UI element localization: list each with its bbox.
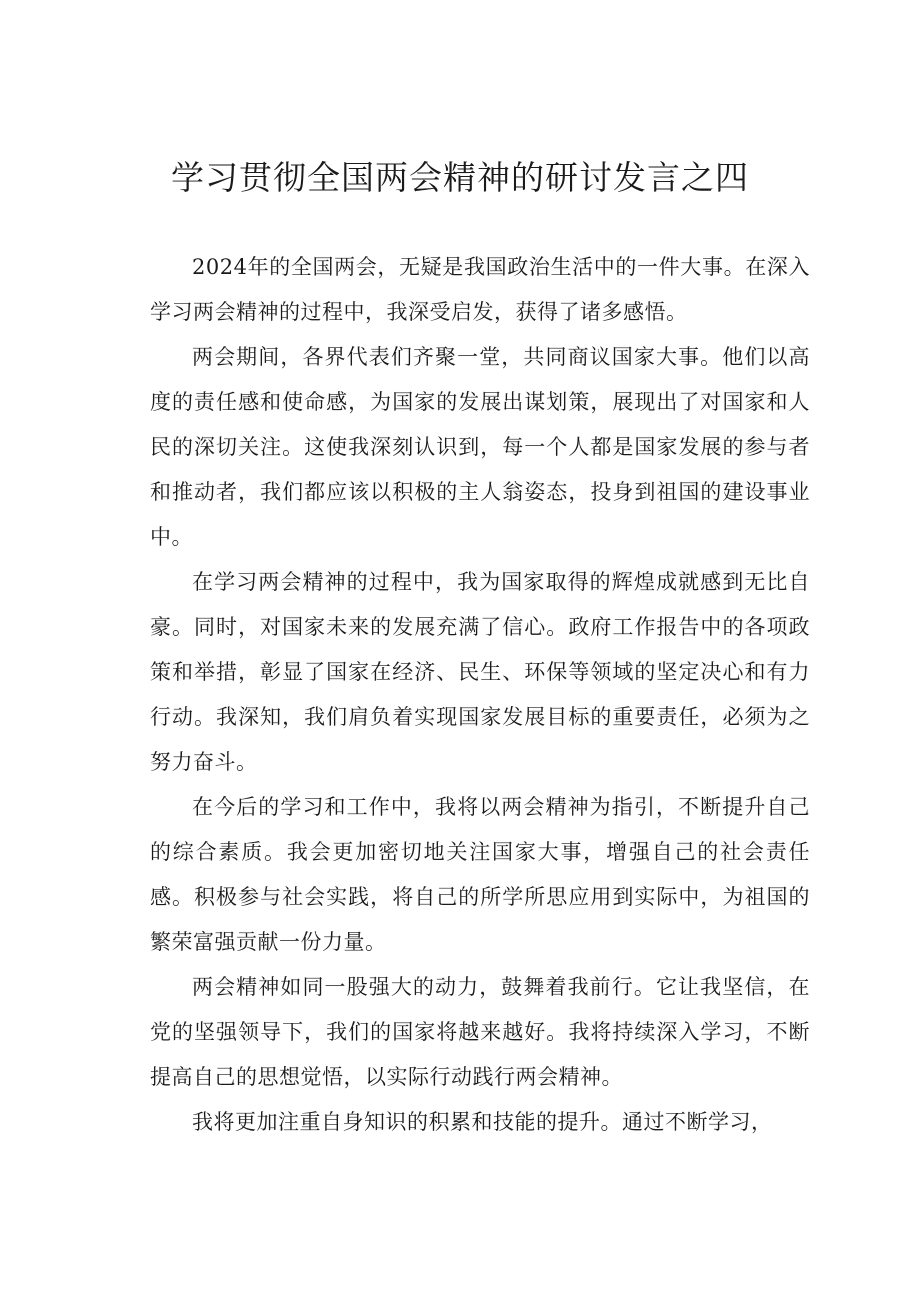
paragraph: 2024年的全国两会，无疑是我国政治生活中的一件大事。在深入学习两会精神的过程中，我深受启发，获得了诸多感悟。	[150, 255, 810, 324]
document-body	[150, 245, 810, 1145]
paragraph: 我将更加注重自身知识的积累和技能的提升。通过不断学习，	[192, 1110, 773, 1134]
paragraph: 两会精神如同一股强大的动力，鼓舞着我前行。它让我坚信，在党的坚强领导下，我们的国家将越来越好。我将持续深入学习，不断提高自己的思想觉悟，以实际行动践行两会精神。	[150, 975, 810, 1089]
document-title: 学习贯彻全国两会精神的研讨发言之四	[171, 158, 749, 197]
paragraph: 两会期间，各界代表们齐聚一堂，共同商议国家大事。他们以高度的责任感和使命感，为国家的发展出谋划策，展现出了对国家和人民的深切关注。这使我深刻认识到，每一个人都是国家发展的参与者和推动者，我们都应该以积极的主人翁姿态，投身到祖国的建设事业中。	[150, 345, 810, 549]
paragraph: 在今后的学习和工作中，我将以两会精神为指引，不断提升自己的综合素质。我会更加密切地关注国家大事，增强自己的社会责任感。积极参与社会实践，将自己的所学所思应用到实际中，为祖国的繁荣富强贡献一份力量。	[150, 795, 810, 954]
paragraph: 在学习两会精神的过程中，我为国家取得的辉煌成就感到无比自豪。同时，对国家未来的发展充满了信心。政府工作报告中的各项政策和举措，彰显了国家在经济、民生、环保等领域的坚定决心和有力行动。我深知，我们肩负着实现国家发展目标的重要责任，必须为之努力奋斗。	[150, 570, 810, 774]
